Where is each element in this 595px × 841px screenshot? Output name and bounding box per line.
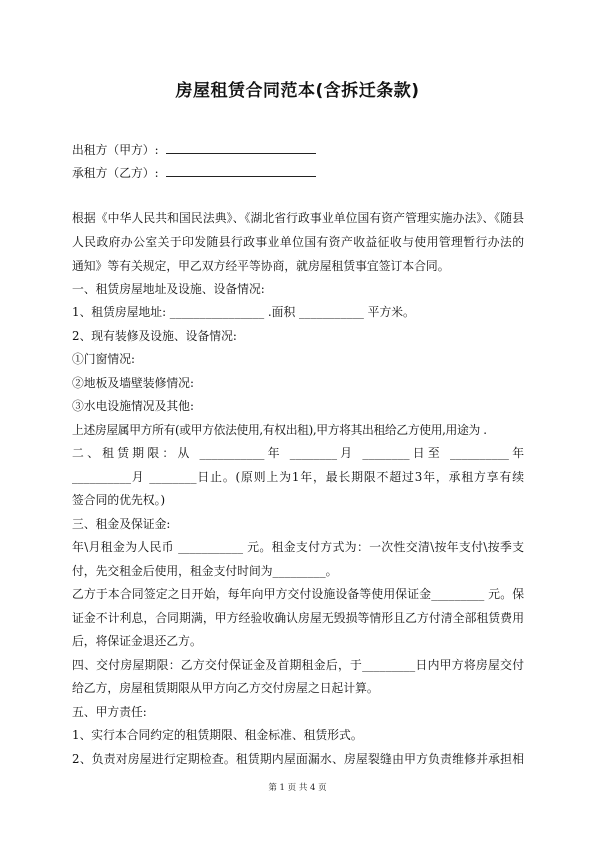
paragraph-line: 1、租赁房屋地址: ________________ .面积 ___________ 平方米。: [72, 305, 415, 319]
lessor-field: [72, 139, 316, 163]
paragraph-line: ③水电设施情况及其他:: [72, 399, 194, 413]
paragraph-line: 上述房屋属甲方所有(或甲方依法使用,有权出租),甲方将其出租给乙方使用,用途为 .: [72, 423, 487, 437]
paragraph-line: 乙方于本合同签定之日开始，每年向甲方交付设施设备等使用保证金_________ 元。保: [72, 587, 524, 601]
paragraph-line: ①门窗情况:: [72, 352, 135, 366]
paragraph-line: 证金不计利息，合同期满，甲方经验收确认房屋无毁损等情形且乙方付清全部租赁费用: [72, 611, 524, 625]
section-heading: 二、租赁期限：从 ___________年 ________月 ________日至 __________年: [72, 446, 524, 460]
document-title: 房屋租赁合同范本(含拆迁条款): [175, 81, 420, 101]
lessee-field: [72, 162, 316, 186]
lessor-blank[interactable]: [166, 141, 316, 154]
paragraph-line: __________月 ________日止。(原则上为1年，最长期限不超过3年，承租方享有续: [72, 470, 524, 484]
paragraph-line: 2、负责对房屋进行定期检查。租赁期内屋面漏水、房屋裂缝由甲方负责维修并承担相: [72, 752, 524, 766]
section-heading: 三、租金及保证金:: [72, 517, 171, 531]
section-heading: 五、甲方责任:: [72, 705, 147, 719]
paragraph-line: 后，将保证金退还乙方。: [72, 634, 202, 648]
lessee-blank[interactable]: [166, 164, 316, 177]
paragraph-line: 2、现有装修及设施、设备情况:: [72, 329, 237, 343]
paragraph-line: 根据《中华人民共和国民法典》、《湖北省行政事业单位国有资产管理实施办法》、《随县: [72, 211, 524, 225]
section-heading: 一、租赁房屋地址及设施、设备情况:: [72, 282, 265, 296]
lessee-label: 承租方（乙方）:: [72, 166, 159, 180]
paragraph-line: 签合同的优先权。): [72, 493, 166, 507]
paragraph-line: 给乙方，房屋租赁期限从甲方向乙方交付房屋之日起计算。: [72, 681, 379, 695]
paragraph-line: 人民政府办公室关于印发随县行政事业单位国有资产收益征收与使用管理暂行办法的: [72, 235, 524, 249]
paragraph-line: 付，先交租金后使用，租金支付时间为_________。: [72, 564, 338, 578]
section-heading: 四、交付房屋期限：乙方交付保证金及首期租金后，于_________日内甲方将房屋交付: [72, 658, 524, 672]
page-footer: 第 1 页 共 4 页: [268, 783, 327, 793]
paragraph-line: 年\月租金为人民币 ___________ 元。租金支付方式为：一次性交清\按年支付\按季支: [72, 540, 524, 554]
paragraph-line: 通知》等有关规定，甲乙双方经平等协商，就房屋租赁事宜签订本合同。: [72, 259, 450, 273]
lessor-label: 出租方（甲方）:: [72, 143, 159, 157]
paragraph-line: 1、实行本合同约定的租赁期限、租金标准、租赁形式。: [72, 728, 363, 742]
paragraph-line: ②地板及墙壁装修情况:: [72, 376, 194, 390]
